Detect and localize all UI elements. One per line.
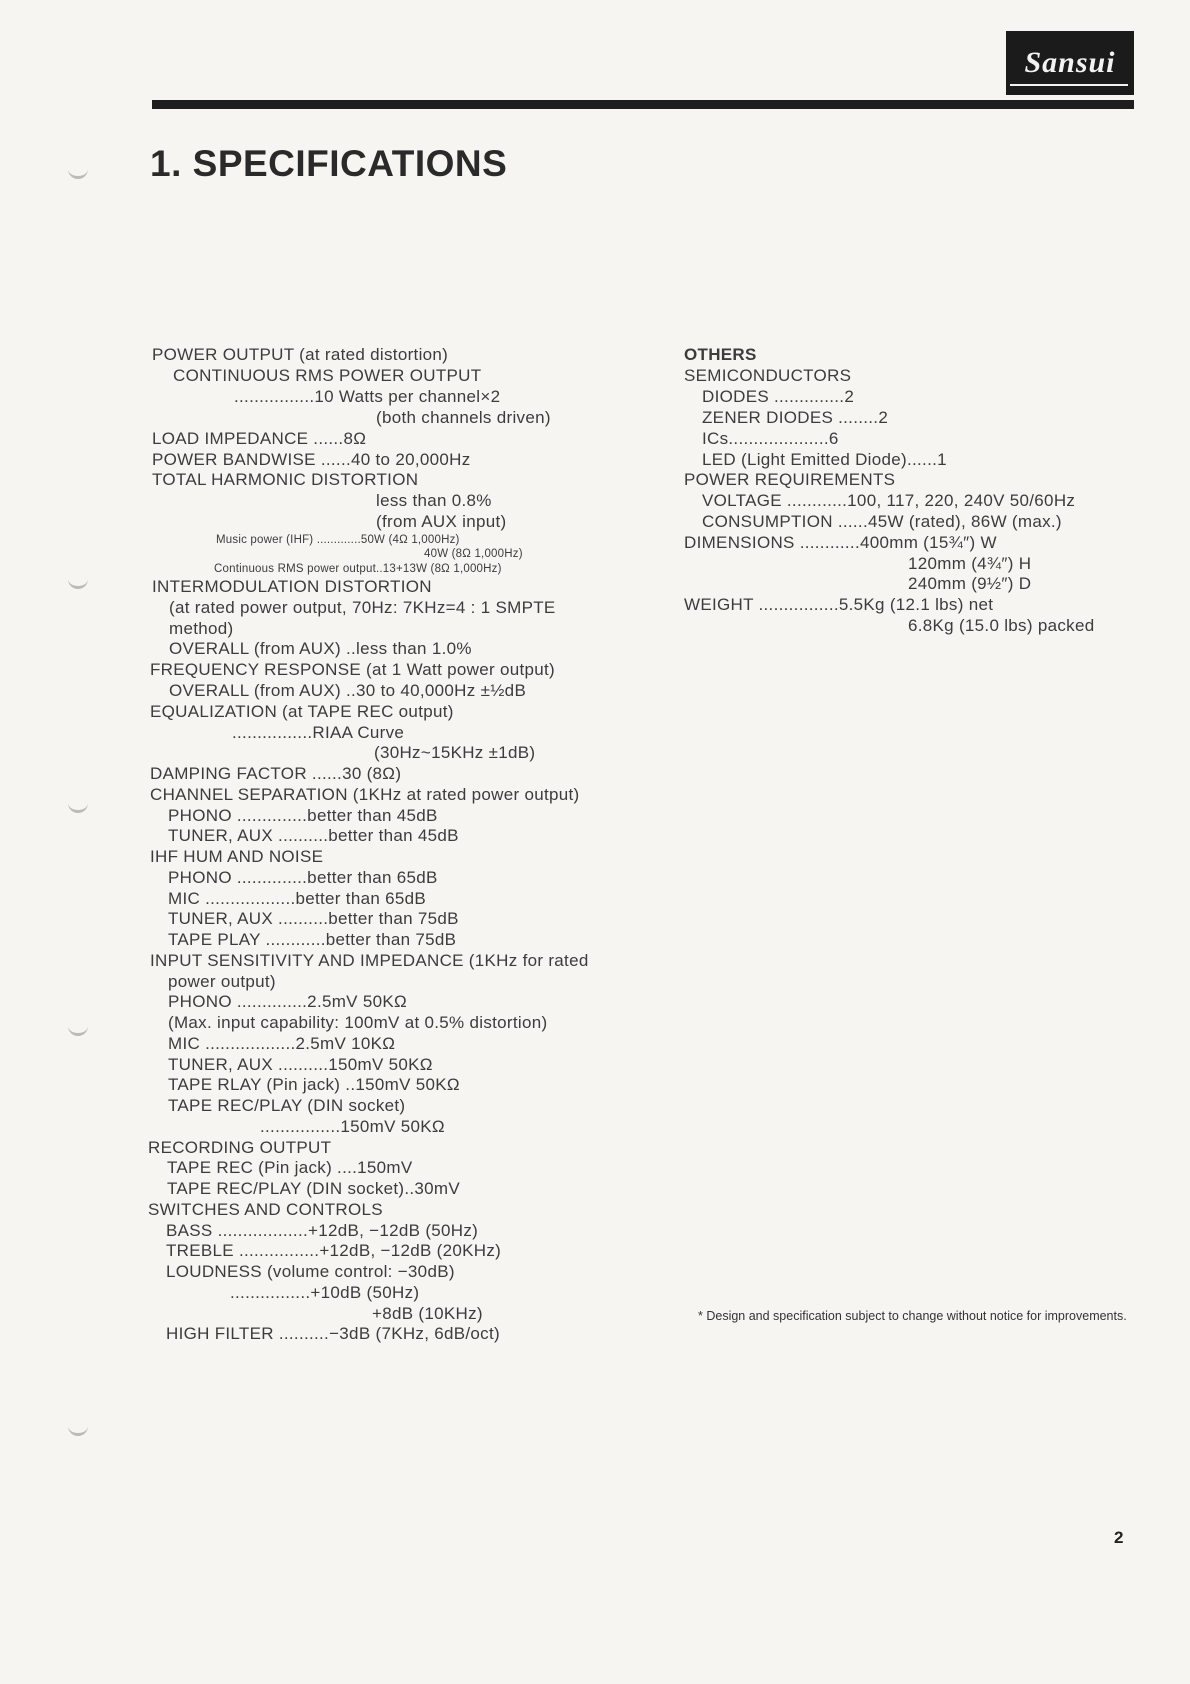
spec-line: TAPE REC/PLAY (DIN socket) (168, 1096, 406, 1115)
spec-line-small: 40W (8Ω 1,000Hz) (424, 548, 523, 560)
spec-line: ................RIAA Curve (232, 723, 405, 742)
spec-line: OVERALL (from AUX) ..30 to 40,000Hz ±½dB (169, 681, 527, 700)
page-title: 1. SPECIFICATIONS (150, 143, 508, 184)
spec-line: +8dB (10KHz) (372, 1304, 483, 1323)
spec-line: TAPE REC (Pin jack) ....150mV (167, 1158, 413, 1177)
spec-line-small: Continuous RMS power output..13+13W (8Ω 1,000Hz) (214, 563, 502, 575)
spec-line: PHONO ..............2.5mV 50KΩ (168, 992, 407, 1011)
spec-section-heading: OTHERS (684, 345, 757, 364)
spec-line: PHONO ..............better than 65dB (168, 868, 438, 887)
spec-line: (30Hz~15KHz ±1dB) (374, 743, 536, 762)
spec-line: power output) (168, 972, 276, 991)
spec-line: SWITCHES AND CONTROLS (148, 1200, 383, 1219)
spec-line: POWER OUTPUT (at rated distortion) (152, 345, 449, 364)
spec-line: ICs....................6 (702, 429, 839, 448)
spec-line: DAMPING FACTOR ......30 (8Ω) (150, 764, 402, 783)
spec-line: EQUALIZATION (at TAPE REC output) (150, 702, 454, 721)
spec-line: LED (Light Emitted Diode)......1 (702, 450, 947, 469)
spec-line: TUNER, AUX ..........better than 75dB (168, 909, 459, 928)
spec-line: TUNER, AUX ..........better than 45dB (168, 826, 459, 845)
spec-line: POWER BANDWISE ......40 to 20,000Hz (152, 450, 471, 469)
spec-line: CHANNEL SEPARATION (1KHz at rated power output) (150, 785, 580, 804)
spec-line: ................10 Watts per channel×2 (234, 387, 501, 406)
spec-line: SEMICONDUCTORS (684, 366, 852, 385)
spec-line: MIC ..................better than 65dB (168, 889, 427, 908)
spec-line: method) (169, 619, 234, 638)
spec-line: TOTAL HARMONIC DISTORTION (152, 470, 419, 489)
spec-line: TUNER, AUX ..........150mV 50KΩ (168, 1055, 433, 1074)
spec-line: DIMENSIONS ............400mm (15¾″) W (684, 533, 997, 552)
sansui-logo: Sansui (1006, 31, 1134, 95)
spec-line: ................+10dB (50Hz) (230, 1283, 420, 1302)
binder-hole-mark (68, 1025, 88, 1036)
binder-hole-mark (68, 802, 88, 813)
logo-underline (1010, 84, 1128, 86)
spec-line: HIGH FILTER ..........−3dB (7KHz, 6dB/oct) (166, 1324, 500, 1343)
spec-line: 6.8Kg (15.0 lbs) packed (908, 616, 1095, 635)
spec-line: ZENER DIODES ........2 (702, 408, 889, 427)
binder-hole-mark (68, 578, 88, 589)
spec-line: PHONO ..............better than 45dB (168, 806, 438, 825)
spec-line: TAPE REC/PLAY (DIN socket)..30mV (167, 1179, 461, 1198)
header-rule (152, 100, 1134, 109)
spec-line: CONTINUOUS RMS POWER OUTPUT (173, 366, 482, 385)
spec-line: 240mm (9½″) D (908, 574, 1032, 593)
spec-line: less than 0.8% (376, 491, 492, 510)
spec-line: 120mm (4¾″) H (908, 554, 1032, 573)
spec-line: BASS ..................+12dB, −12dB (50Hz) (166, 1221, 479, 1240)
spec-line: LOUDNESS (volume control: −30dB) (166, 1262, 455, 1281)
spec-line: (at rated power output, 70Hz: 7KHz=4 : 1 SMPTE (169, 598, 556, 617)
spec-line: POWER REQUIREMENTS (684, 470, 896, 489)
spec-line: DIODES ..............2 (702, 387, 855, 406)
spec-line: INPUT SENSITIVITY AND IMPEDANCE (1KHz for rated (150, 951, 589, 970)
spec-line: WEIGHT ................5.5Kg (12.1 lbs) net (684, 595, 994, 614)
spec-line: TREBLE ................+12dB, −12dB (20KHz) (166, 1241, 502, 1260)
spec-line: (Max. input capability: 100mV at 0.5% distortion) (168, 1013, 548, 1032)
page-number: 2 (1114, 1528, 1124, 1547)
footnote: * Design and specification subject to change without notice for improvements. (698, 1309, 1127, 1323)
spec-line: IHF HUM AND NOISE (150, 847, 324, 866)
spec-line: INTERMODULATION DISTORTION (152, 577, 432, 596)
spec-line: ................150mV 50KΩ (260, 1117, 445, 1136)
spec-line-small: Music power (IHF) .............50W (4Ω 1,000Hz) (216, 534, 460, 546)
binder-hole-mark (68, 1425, 88, 1436)
spec-line: TAPE PLAY ............better than 75dB (168, 930, 457, 949)
spec-line: CONSUMPTION ......45W (rated), 86W (max.) (702, 512, 1062, 531)
spec-line: (from AUX input) (376, 512, 507, 531)
spec-line: (both channels driven) (376, 408, 551, 427)
spec-line: FREQUENCY RESPONSE (at 1 Watt power output) (150, 660, 555, 679)
spec-line: TAPE RLAY (Pin jack) ..150mV 50KΩ (168, 1075, 460, 1094)
spec-line: LOAD IMPEDANCE ......8Ω (152, 429, 367, 448)
spec-line: MIC ..................2.5mV 10KΩ (168, 1034, 396, 1053)
spec-line: VOLTAGE ............100, 117, 220, 240V 50/60Hz (702, 491, 1076, 510)
spec-line: OVERALL (from AUX) ..less than 1.0% (169, 639, 472, 658)
binder-hole-mark (68, 168, 88, 179)
spec-line: RECORDING OUTPUT (148, 1138, 332, 1157)
